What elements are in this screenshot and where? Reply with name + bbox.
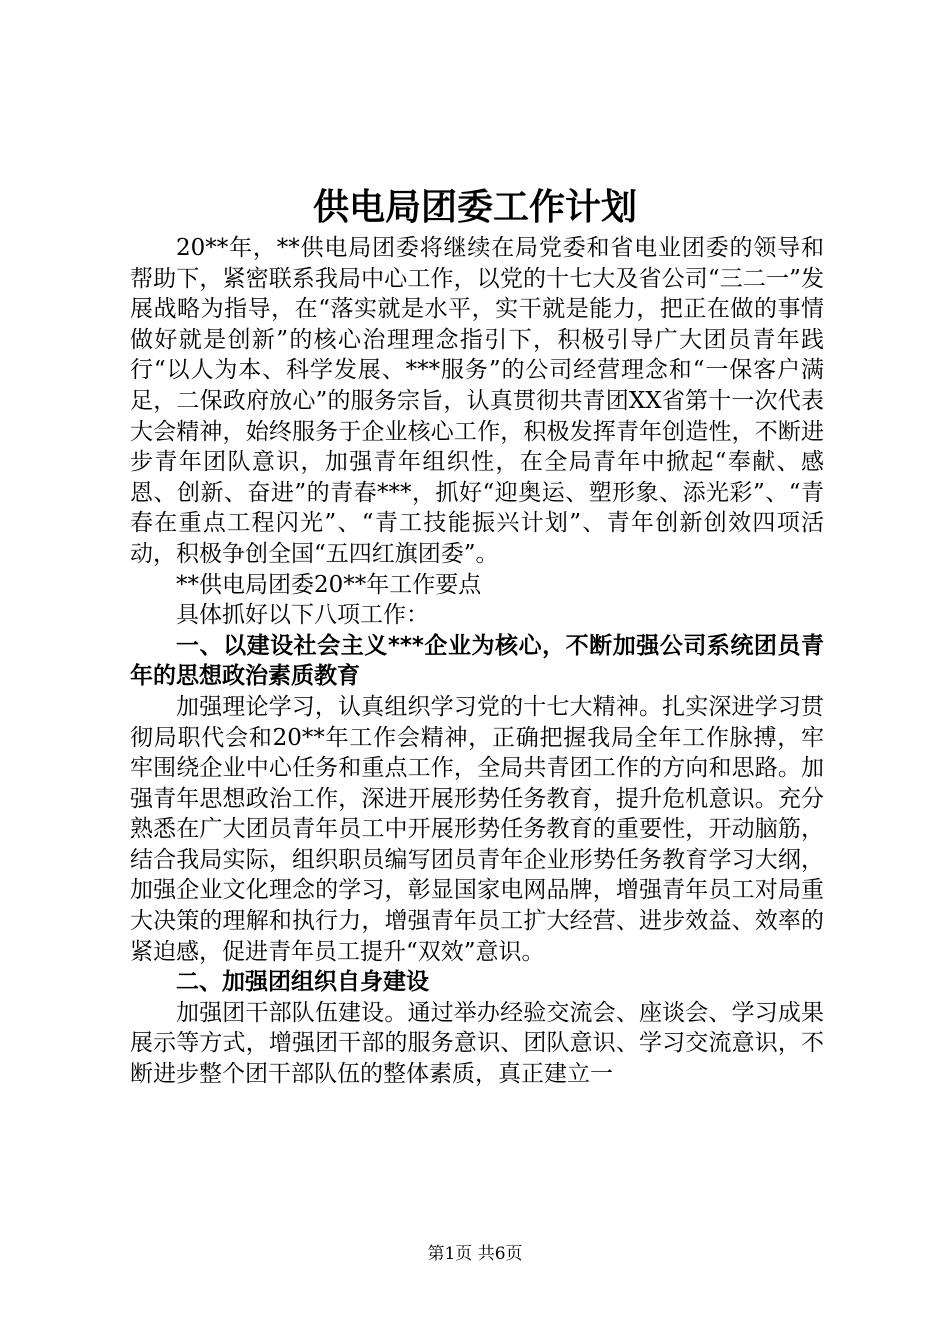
document-title: 供电局团委工作计划: [312, 187, 637, 228]
page-footer: 第1页 共6页: [427, 1244, 523, 1264]
task-intro-paragraph: 具体抓好以下八项工作：: [176, 602, 429, 629]
section-heading-2: 二、加强团组织自身建设: [176, 969, 429, 996]
intro-paragraph: 20**年，**供电局团委将继续在局党委和省电业团委的领导和帮助下，紧密联系我局中心工作，以党的十七大及省公司“三二一”发展战略为指导，在“落实就是水平，实干就是能力，把正在做的事情做好就是创新”的核心治理理念指引下，积极引导广大团员青年践行“以人为本、科学发展、***服务”的公司经营理念和“一保客户满足，二保政府放心”的服务宗旨，认真贯彻共青团XX省第十一次代表大会精神，始终服务于企业核心工作，积极发挥青年创造性，不断进步青年团队意识，加强青年组织性，在全局青年中掀起“奉献、感恩、创新、奋进”的青春***，抓好“迎奥运、塑形象、添光彩”、“青春在重点工程闪光”、“青工技能振兴计划”、青年创新创效四项活动，积极争创全国“五四红旗团委”。: [130, 235, 824, 567]
document-body: [130, 233, 824, 1090]
section-2-paragraph: 加强团干部队伍建设。通过举办经验交流会、座谈会、学习成果展示等方式，增强团干部的服务意识、团队意识、学习交流意识，不断进步整个团干部队伍的整体素质，真正建立一: [130, 999, 824, 1088]
section-heading-1: 一、以建设社会主义***企业为核心，不断加强公司系统团员青年的思想政治素质教育: [130, 632, 824, 690]
section-label: **供电局团委20**年工作要点: [176, 571, 482, 598]
section-1-paragraph: 加强理论学习，认真组织学习党的十七大精神。扎实深进学习贯彻局职代会和20**年工作会精神，正确把握我局全年工作脉搏，牢牢围绕企业中心任务和重点工作，全局共青团工作的方向和思路。加强青年思想政治工作，深进开展形势任务教育，提升危机意识。充分熟悉在广大团员青年员工中开展形势任务教育的重要性，开动脑筋，结合我局实际，组织职员编写团员青年企业形势任务教育学习大纲，加强企业文化理念的学习，彰显国家电网品牌，增强青年员工对局重大决策的理解和执行力，增强青年员工扩大经营、进步效益、效率的紧迫感，促进青年员工提升“双效”意识。: [130, 693, 824, 965]
